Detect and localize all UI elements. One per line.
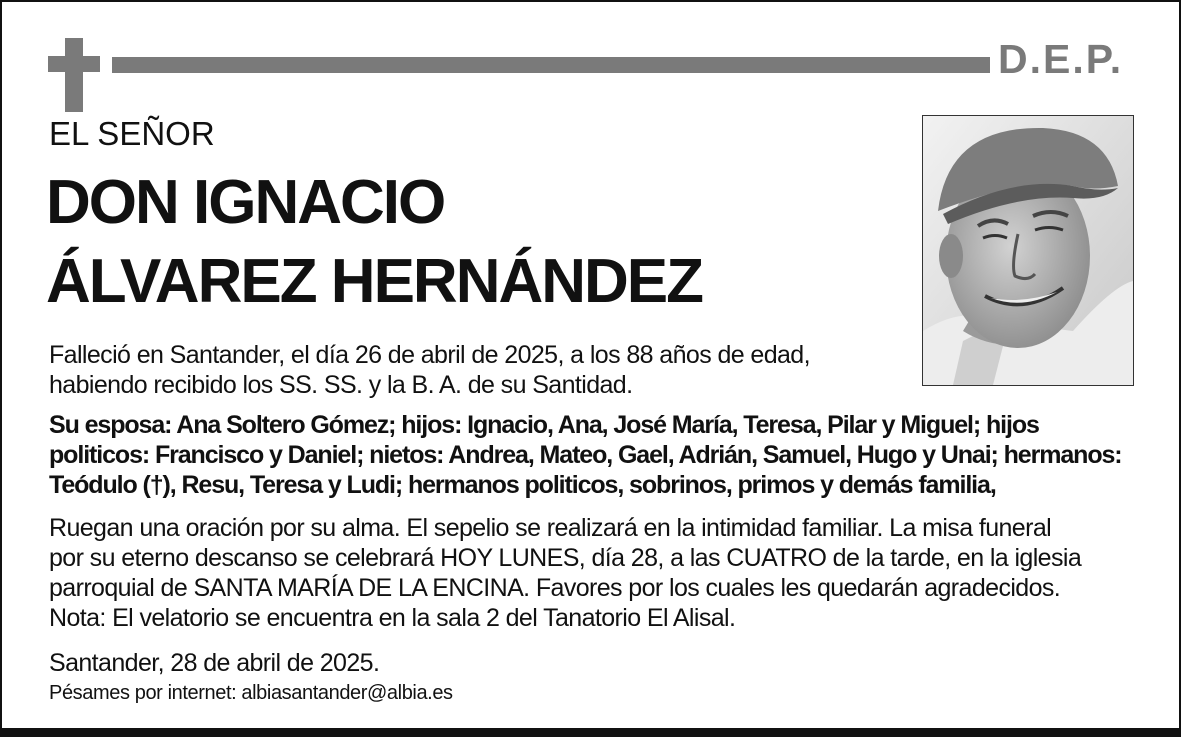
honorific-prefix: EL SEÑOR	[49, 115, 215, 152]
ceremony-details	[49, 513, 1081, 633]
deceased-name-line-2: ÁLVAREZ HERNÁNDEZ	[46, 247, 703, 316]
text-line: Nota: El velatorio se encuentra en la sala 2 del Tanatorio El Alisal.	[49, 604, 736, 632]
deceased-photo	[922, 115, 1134, 386]
family-list	[49, 410, 1122, 500]
cross-icon	[48, 38, 100, 112]
text-line: Teódulo (†), Resu, Teresa y Ludi; hermanos politicos, sobrinos, primos y demás familia,	[49, 471, 996, 499]
text-line: Santander, 28 de abril de 2025.	[49, 649, 380, 677]
deceased-name-line-1: DON IGNACIO	[46, 168, 445, 237]
header-rule	[112, 57, 990, 73]
place-date	[49, 648, 379, 678]
condolences-contact: Pésames por internet: albiasantander@albia.es	[49, 682, 453, 704]
text-line: politicos: Francisco y Daniel; nietos: Andrea, Mateo, Gael, Adrián, Samuel, Hugo y Unai; hermanos:	[49, 441, 1122, 469]
text-line: Falleció en Santander, el día 26 de abril de 2025, a los 88 años de edad,	[49, 341, 810, 369]
dep-seal: D.E.P.	[998, 36, 1124, 82]
death-notice	[49, 340, 810, 400]
text-line: por su eterno descanso se celebrará HOY LUNES, día 28, a las CUATRO de la tarde, en la iglesia	[49, 544, 1082, 572]
text-line: parroquial de SANTA MARÍA DE LA ENCINA. Favores por los cuales les quedarán agradecidos.	[49, 574, 1061, 602]
text-line: Ruegan una oración por su alma. El sepelio se realizará en la intimidad familiar. La misa funeral	[49, 514, 1052, 542]
text-line: Su esposa: Ana Soltero Gómez; hijos: Ignacio, Ana, José María, Teresa, Pilar y Miguel; hijos	[49, 411, 1039, 439]
text-line: habiendo recibido los SS. SS. y la B. A. de su Santidad.	[49, 371, 633, 399]
